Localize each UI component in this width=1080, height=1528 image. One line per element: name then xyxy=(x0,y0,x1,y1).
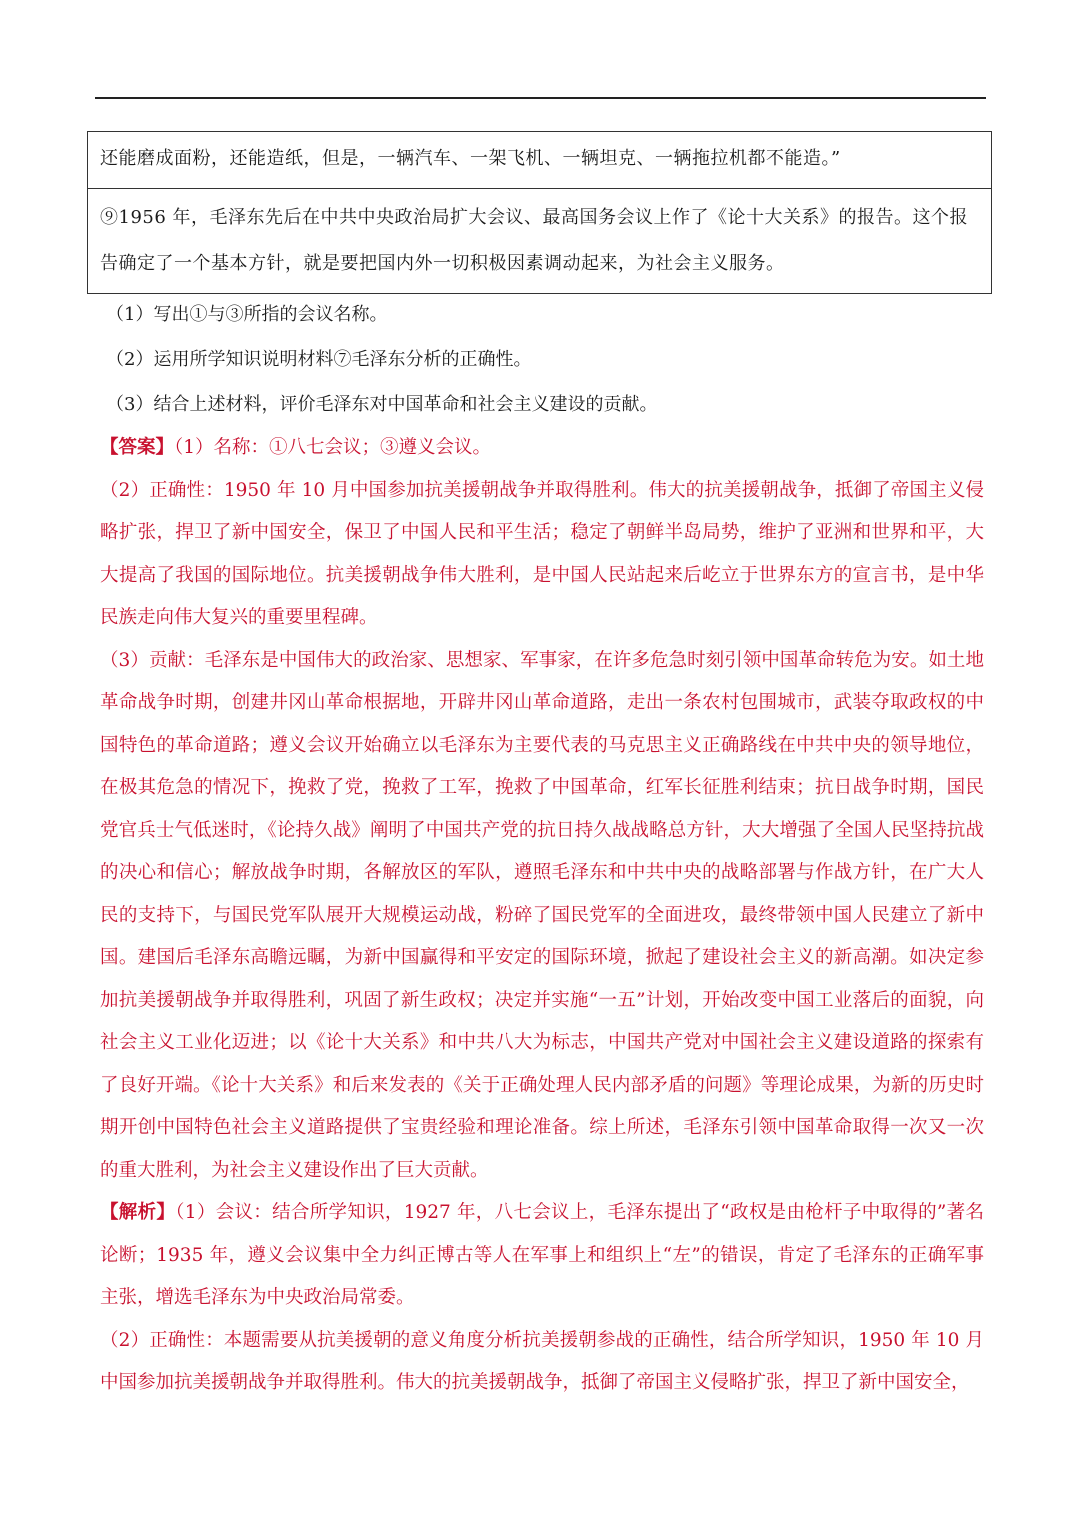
answer-part-1 xyxy=(100,427,984,470)
answer-part-1-text: （1）名称：①八七会议；③遵义会议。 xyxy=(174,437,492,458)
question-and-answer xyxy=(100,292,984,1405)
answer-section xyxy=(100,427,984,1405)
analysis-tag: 【解析】 xyxy=(100,1202,176,1223)
answer-tag: 【答案】 xyxy=(100,437,175,458)
analysis-part-2: （2）正确性：本题需要从抗美援朝的意义角度分析抗美援朝参战的正确性，结合所学知识，1950 年 10 月中国参加抗美援朝战争并取得胜利。伟大的抗美援朝战争，抵御了帝国主义侵略扩张，捍卫了新中国安全， xyxy=(100,1329,984,1393)
material-box xyxy=(87,131,992,294)
question-3: （3）结合上述材料，评价毛泽东对中国革命和社会主义建设的贡献。 xyxy=(106,394,658,415)
question-1: （1）写出①与③所指的会议名称。 xyxy=(106,304,388,325)
analysis-part-1-text: （1）会议：结合所学知识，1927 年，八七会议上，毛泽东提出了“政权是由枪杆子中取得的”著名论断；1935 年，遵义会议集中全力纠正博古等人在军事上和组织上“左”的错误，肯定了毛泽东的正确军事主张，增选毛泽东为中央政治局常委。 xyxy=(100,1202,984,1308)
question-2: （2）运用所学知识说明材料⑦毛泽东分析的正确性。 xyxy=(106,349,532,370)
page-header-rule xyxy=(95,97,986,99)
analysis-part-1 xyxy=(100,1192,984,1320)
answer-part-2: （2）正确性：1950 年 10 月中国参加抗美援朝战争并取得胜利。伟大的抗美援朝战争，抵御了帝国主义侵略扩张，捍卫了新中国安全，保卫了中国人民和平生活；稳定了朝鲜半岛局势，维护了亚洲和世界和平，大大提高了我国的国际地位。抗美援朝战争伟大胜利，是中国人民站起来后屹立于世界东方的宣言书，是中华民族走向伟大复兴的重要里程碑。 xyxy=(100,479,984,628)
answer-part-3: （3）贡献：毛泽东是中国伟大的政治家、思想家、军事家，在许多危急时刻引领中国革命转危为安。如土地革命战争时期，创建井冈山革命根据地，开辟井冈山革命道路，走出一条农村包围城市，武装夺取政权的中国特色的革命道路；遵义会议开始确立以毛泽东为主要代表的马克思主义正确路线在中共中央的领导地位，在极其危急的情况下，挽救了党，挽救了工军，挽救了中国革命，红军长征胜利结束；抗日战争时期，国民党官兵士气低迷时，《论持久战》阐明了中国共产党的抗日持久战战略总方针，大大增强了全国人民坚持抗战的决心和信心；解放战争时期，各解放区的军队，遵照毛泽东和中共中央的战略部署与作战方针，在广大人民的支持下，与国民党军队展开大规模运动战，粉碎了国民党军的全面进攻，最终带领中国人民建立了新中国。建国后毛泽东高瞻远瞩，为新中国赢得和平安定的国际环境，掀起了建设社会主义的新高潮。如决定参加抗美援朝战争并取得胜利，巩固了新生政权；决定并实施“一五”计划，开始改变中国工业落后的面貌，向社会主义工业化迈进；以《论十大关系》和中共八大为标志，中国共产党对中国社会主义建设道路的探索有了良好开端。《论十大关系》和后来发表的《关于正确处理人民内部矛盾的问题》等理论成果，为新的历史时期开创中国特色社会主义道路提供了宝贵经验和理论准备。综上所述，毛泽东引领中国革命取得一次又一次的重大胜利，为社会主义建设作出了巨大贡献。 xyxy=(100,649,984,1181)
material-row-8: 还能磨成面粉，还能造纸，但是，一辆汽车、一架飞机、一辆坦克、一辆拖拉机都不能造。” xyxy=(100,148,841,169)
material-row-9: ⑨1956 年，毛泽东先后在中共中央政治局扩大会议、最高国务会议上作了《论十大关系》的报告。这个报告确定了一个基本方针，就是要把国内外一切积极因素调动起来，为社会主义服务。 xyxy=(88,188,991,293)
